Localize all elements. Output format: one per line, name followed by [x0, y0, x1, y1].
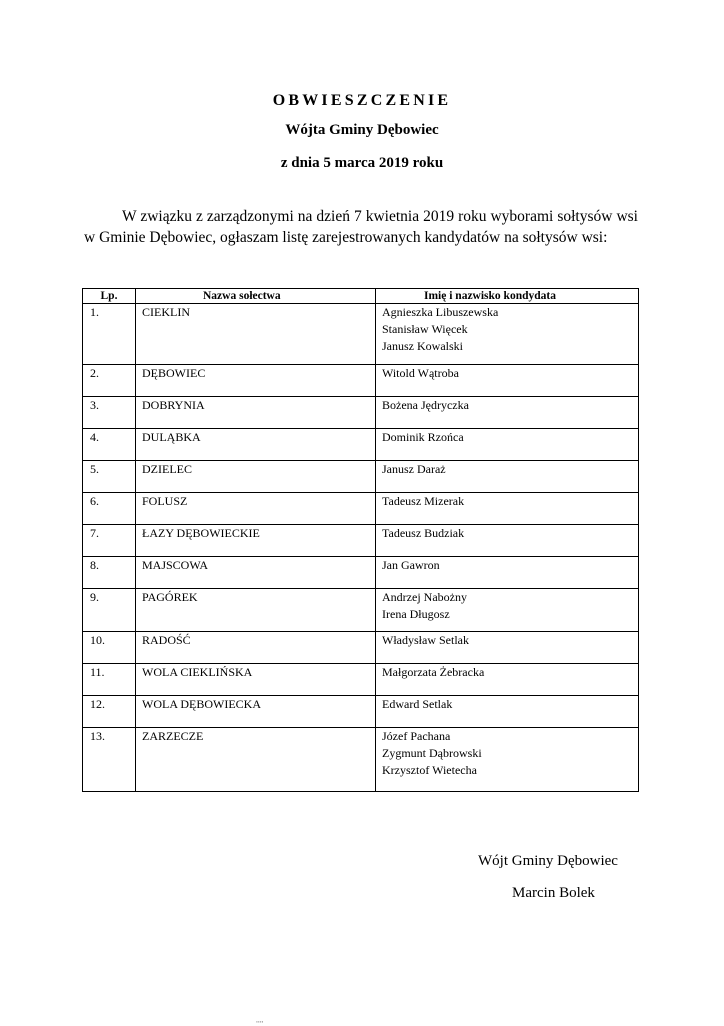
intro-paragraph: W związku z zarządzonymi na dzień 7 kwietnia 2019 roku wyborami sołtysów wsi w Gminie Dębowiec, ogłaszam listę zarejestrowanych kandydatów na sołtysów wsi:: [84, 208, 638, 246]
candidate-list: [376, 365, 639, 397]
candidate-list: [376, 589, 639, 632]
signature-name: Marcin Bolek: [512, 885, 595, 901]
candidate-name: Małgorzata Żebracka: [382, 665, 485, 679]
candidate-list: [376, 493, 639, 525]
candidate-name: Józef Pachana: [382, 729, 451, 743]
row-number: 3.: [83, 397, 136, 429]
candidate-list: [376, 461, 639, 493]
candidate-name: Edward Setlak: [382, 697, 453, 711]
row-number: 9.: [83, 589, 136, 632]
candidate-list: [376, 632, 639, 664]
table-row: [83, 664, 639, 696]
candidate-name: Władysław Setlak: [382, 633, 469, 647]
row-number: 4.: [83, 429, 136, 461]
table-row: [83, 589, 639, 632]
candidate-list: [376, 557, 639, 589]
row-number: 1.: [83, 304, 136, 365]
candidate-name: Witold Wątroba: [382, 366, 459, 380]
table-row: [83, 304, 639, 365]
candidate-list: [376, 525, 639, 557]
candidate-list: [376, 664, 639, 696]
candidate-name: Krzysztof Wietecha: [382, 763, 477, 777]
candidate-name: Irena Długosz: [382, 607, 450, 621]
table-row: [83, 461, 639, 493]
candidate-name: Janusz Kowalski: [382, 339, 463, 353]
row-number: 5.: [83, 461, 136, 493]
candidate-name: Bożena Jędryczka: [382, 398, 469, 412]
row-number: 8.: [83, 557, 136, 589]
candidate-name: Stanisław Więcek: [382, 322, 468, 336]
candidate-name: Andrzej Nabożny: [382, 590, 467, 604]
table-row: [83, 525, 639, 557]
candidate-list: [376, 696, 639, 728]
village-name: DOBRYNIA: [136, 397, 376, 429]
row-number: 7.: [83, 525, 136, 557]
table-row: [83, 397, 639, 429]
table-row: [83, 632, 639, 664]
table-row: [83, 557, 639, 589]
village-name: CIEKLIN: [136, 304, 376, 365]
row-number: 13.: [83, 728, 136, 792]
row-number: 2.: [83, 365, 136, 397]
village-name: DULĄBKA: [136, 429, 376, 461]
village-name: PAGÓREK: [136, 589, 376, 632]
candidate-list: [376, 728, 639, 792]
row-number: 11.: [83, 664, 136, 696]
candidate-name: Zygmunt Dąbrowski: [382, 746, 482, 760]
candidate-name: Tadeusz Budziak: [382, 526, 465, 540]
candidate-name: Agnieszka Libuszewska: [382, 305, 499, 319]
candidate-name: Dominik Rzońca: [382, 430, 464, 444]
candidate-name: Janusz Daraż: [382, 462, 446, 476]
candidate-name: Jan Gawron: [382, 558, 440, 572]
table-row: [83, 696, 639, 728]
candidate-list: [376, 429, 639, 461]
table-row: [83, 728, 639, 792]
table-row: [83, 365, 639, 397]
candidate-list: [376, 397, 639, 429]
village-name: RADOŚĆ: [136, 632, 376, 664]
village-name: DZIELEC: [136, 461, 376, 493]
signature-office: Wójt Gminy Dębowiec: [478, 853, 618, 869]
document-title: OBWIESZCZENIE: [272, 92, 452, 109]
document-subtitle: Wójta Gminy Dębowiec: [285, 122, 439, 138]
candidates-table: [82, 288, 639, 792]
candidate-name: Tadeusz Mizerak: [382, 494, 465, 508]
village-name: MAJSCOWA: [136, 557, 376, 589]
table-header-row: [83, 289, 639, 304]
candidate-list: [376, 304, 639, 365]
header-lp: Lp.: [83, 289, 136, 304]
header-imie: Imię i nazwisko kondydata: [376, 289, 639, 304]
table-row: [83, 493, 639, 525]
row-number: 10.: [83, 632, 136, 664]
row-number: 12.: [83, 696, 136, 728]
header-nazwa: Nazwa sołectwa: [136, 289, 376, 304]
row-number: 6.: [83, 493, 136, 525]
village-name: ŁAZY DĘBOWIECKIE: [136, 525, 376, 557]
village-name: WOLA DĘBOWIECKA: [136, 696, 376, 728]
village-name: FOLUSZ: [136, 493, 376, 525]
table-row: [83, 429, 639, 461]
footer-mark: ꞏꞏꞏꞏ: [256, 1020, 264, 1026]
document-date: z dnia 5 marca 2019 roku: [280, 155, 444, 171]
village-name: ZARZECZE: [136, 728, 376, 792]
village-name: WOLA CIEKLIŃSKA: [136, 664, 376, 696]
village-name: DĘBOWIEC: [136, 365, 376, 397]
table-body: [83, 304, 639, 792]
